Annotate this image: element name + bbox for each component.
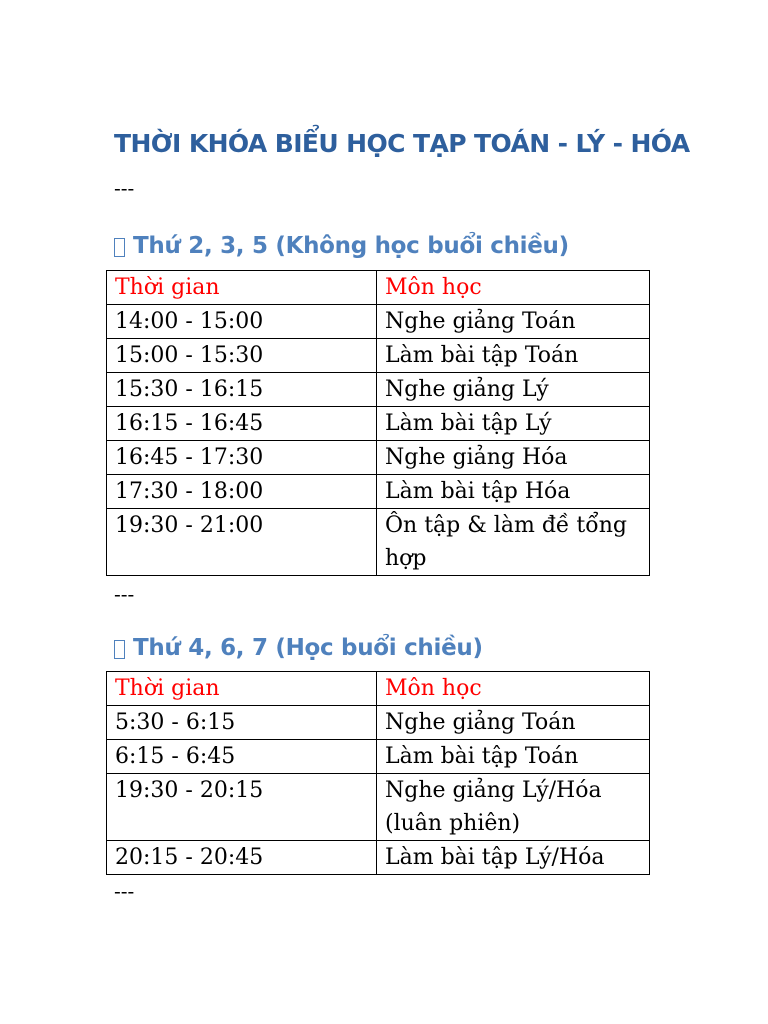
subject-cell: Làm bài tập Toán	[377, 740, 650, 774]
column-header-subject: Môn học	[377, 271, 650, 305]
table-row	[107, 373, 650, 407]
column-header-time: Thời gian	[107, 672, 377, 706]
missing-glyph-box-icon	[114, 238, 125, 257]
missing-glyph-box-icon	[114, 640, 125, 659]
section-2-heading	[114, 632, 483, 664]
subject-cell: Làm bài tập Toán	[377, 339, 650, 373]
table-row	[107, 740, 650, 774]
table-row	[107, 339, 650, 373]
schedule-table-2	[106, 671, 650, 875]
table-row	[107, 509, 650, 576]
column-header-time: Thời gian	[107, 271, 377, 305]
table-row	[107, 441, 650, 475]
table-row	[107, 841, 650, 875]
table-row	[107, 305, 650, 339]
subject-cell: Làm bài tập Hóa	[377, 475, 650, 509]
time-cell: 16:15 - 16:45	[107, 407, 377, 441]
table-header-row	[107, 672, 650, 706]
time-cell: 17:30 - 18:00	[107, 475, 377, 509]
subject-cell: Làm bài tập Lý/Hóa	[377, 841, 650, 875]
section-1-heading	[114, 230, 569, 262]
table-row	[107, 407, 650, 441]
time-cell: 15:00 - 15:30	[107, 339, 377, 373]
document-title: THỜI KHÓA BIỂU HỌC TẠP TOÁN - LÝ - HÓA	[114, 129, 690, 158]
subject-cell: Nghe giảng Toán	[377, 706, 650, 740]
separator-2: ---	[114, 582, 135, 606]
subject-cell: Nghe giảng Lý	[377, 373, 650, 407]
table-row	[107, 774, 650, 841]
time-cell: 15:30 - 16:15	[107, 373, 377, 407]
time-cell: 20:15 - 20:45	[107, 841, 377, 875]
time-cell: 19:30 - 20:15	[107, 774, 377, 841]
time-cell: 16:45 - 17:30	[107, 441, 377, 475]
subject-cell: Nghe giảng Lý/Hóa (luân phiên)	[377, 774, 650, 841]
table-header-row	[107, 271, 650, 305]
section-1-heading-text: Thứ 2, 3, 5 (Không học buổi chiều)	[133, 233, 569, 259]
table-row	[107, 475, 650, 509]
time-cell: 19:30 - 21:00	[107, 509, 377, 576]
subject-cell: Nghe giảng Hóa	[377, 441, 650, 475]
table-row	[107, 706, 650, 740]
time-cell: 6:15 - 6:45	[107, 740, 377, 774]
subject-cell: Nghe giảng Toán	[377, 305, 650, 339]
schedule-table-1	[106, 270, 650, 576]
subject-cell: Làm bài tập Lý	[377, 407, 650, 441]
separator-3: ---	[114, 879, 135, 903]
time-cell: 5:30 - 6:15	[107, 706, 377, 740]
separator-1: ---	[114, 176, 135, 200]
subject-cell: Ôn tập & làm đề tổng hợp	[377, 509, 650, 576]
time-cell: 14:00 - 15:00	[107, 305, 377, 339]
section-2-heading-text: Thứ 4, 6, 7 (Học buổi chiều)	[133, 635, 483, 661]
column-header-subject: Môn học	[377, 672, 650, 706]
